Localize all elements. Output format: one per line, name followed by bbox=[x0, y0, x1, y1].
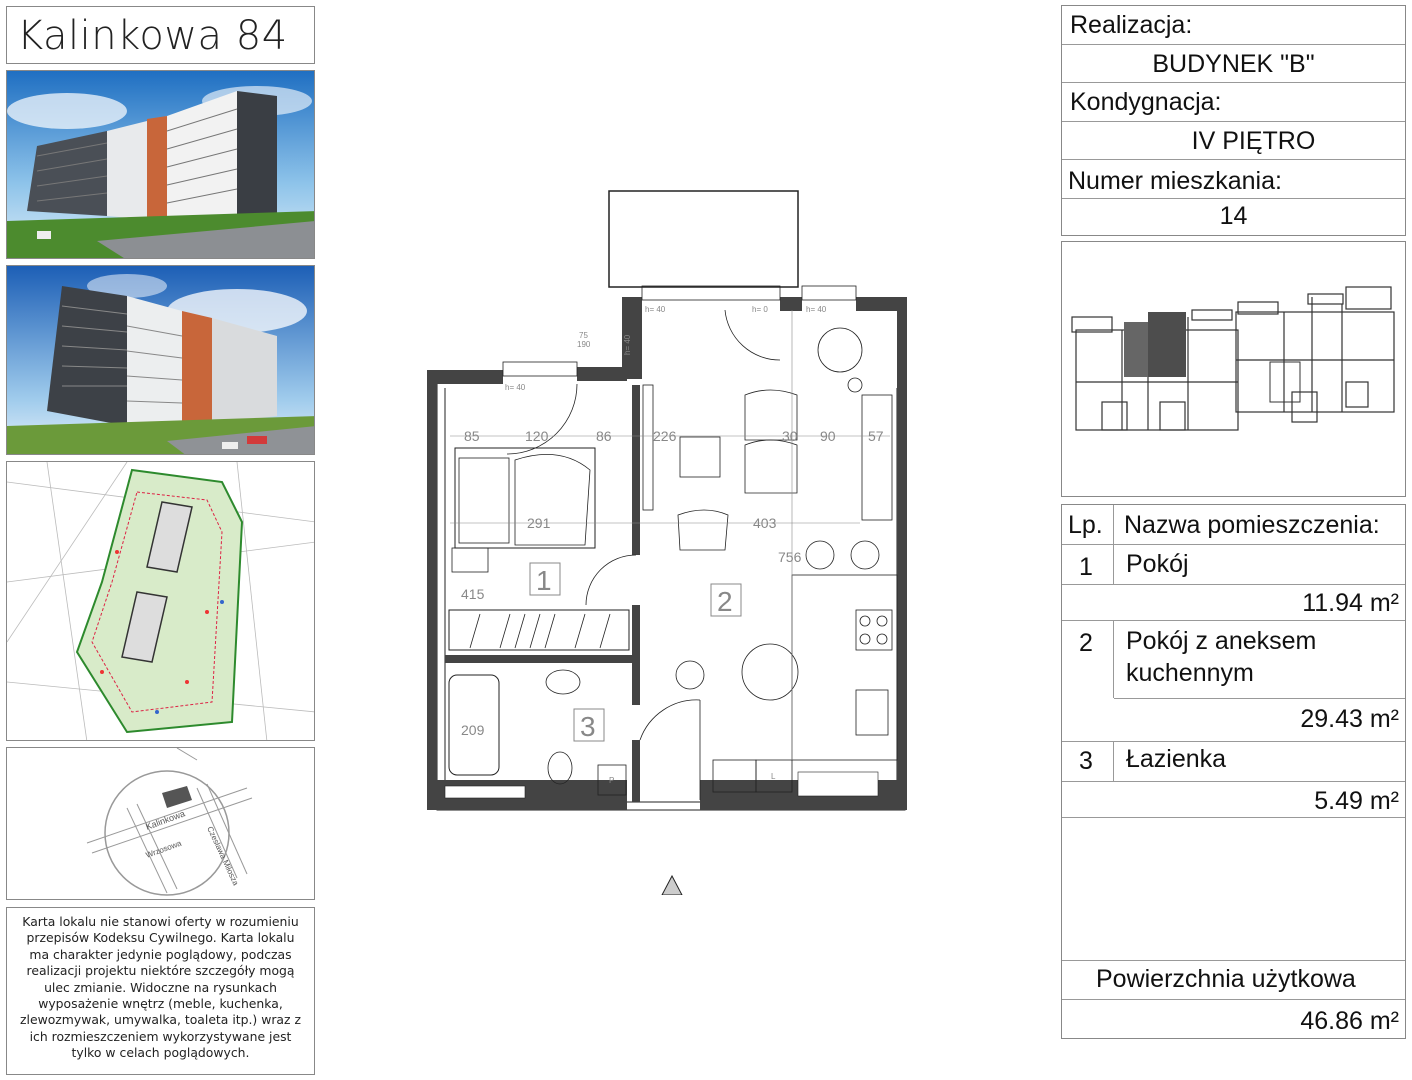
dim-85: 85 bbox=[464, 428, 480, 444]
room-2-name-line2: kuchennym bbox=[1126, 659, 1254, 687]
total-area-label: Powierzchnia użytkowa bbox=[1096, 965, 1356, 993]
dim-90: 90 bbox=[820, 428, 836, 444]
location-map bbox=[6, 747, 315, 900]
building-render-2-image bbox=[7, 266, 315, 455]
numer-label: Numer mieszkania: bbox=[1068, 167, 1282, 195]
realizacja-value-row bbox=[1062, 45, 1405, 83]
room-1-area: 11.94 m² bbox=[1302, 589, 1399, 617]
dim-291: 291 bbox=[527, 515, 551, 531]
site-plan-map bbox=[6, 461, 315, 741]
dim-86: 86 bbox=[596, 428, 612, 444]
fraction-bottom: 190 bbox=[577, 340, 591, 349]
building-render-1-image bbox=[7, 71, 315, 259]
room-2-lp: 2 bbox=[1079, 629, 1093, 657]
kondygnacja-value-row bbox=[1062, 122, 1405, 160]
room-number-1: 1 bbox=[536, 565, 552, 596]
floor-plan bbox=[420, 185, 920, 895]
room-3-name: Łazienka bbox=[1126, 745, 1227, 773]
sill-label-3: h= 0 bbox=[752, 305, 768, 314]
label-l: L bbox=[771, 772, 776, 781]
realizacja-row bbox=[1062, 6, 1405, 45]
realizacja-label: Realizacja: bbox=[1070, 11, 1193, 39]
room-1-lp: 1 bbox=[1079, 553, 1093, 581]
dim-57: 57 bbox=[868, 428, 884, 444]
dim-30: 30 bbox=[782, 428, 798, 444]
building-render-1 bbox=[6, 70, 315, 259]
kondygnacja-row bbox=[1062, 83, 1405, 122]
sill-label-5: h= 40 bbox=[623, 334, 632, 355]
room-1-name: Pokój bbox=[1126, 550, 1189, 578]
disclaimer-box bbox=[6, 907, 315, 1075]
kondygnacja-label: Kondygnacja: bbox=[1070, 88, 1222, 116]
numer-row bbox=[1062, 160, 1405, 199]
sill-label-4: h= 40 bbox=[806, 305, 827, 314]
room-number-3: 3 bbox=[580, 711, 596, 742]
street-label-2: Czesława Miłosza bbox=[205, 825, 241, 887]
dim-415: 415 bbox=[461, 586, 485, 602]
room-3-lp: 3 bbox=[1079, 747, 1093, 775]
room-3-area: 5.49 m² bbox=[1314, 787, 1399, 815]
dim-120: 120 bbox=[525, 428, 549, 444]
room-2-name-line1: Pokój z aneksem bbox=[1126, 627, 1317, 655]
project-title-box bbox=[6, 6, 315, 64]
dim-209: 209 bbox=[461, 722, 485, 738]
building-render-2 bbox=[6, 265, 315, 455]
realizacja-value: BUDYNEK "B" bbox=[1152, 50, 1315, 78]
rooms-table bbox=[1061, 504, 1406, 1039]
dim-403: 403 bbox=[753, 515, 777, 531]
sill-label-2: h= 40 bbox=[645, 305, 666, 314]
disclaimer-text: Karta lokalu nie stanowi oferty w rozumieniu przepisów Kodeksu Cywilnego. Karta lokalu ma charakter jedynie poglądowy, podczas realizacji projektu niektóre szczegóły mogą ulec zmianie. Widoczne na rysunkach wyposażenie wnętrz (meble, kuchenka, zlewozmywak, umywalka, toaleta itp.) wraz z ich rozmieszczeniem wykorzystywane jest tylko w celach poglądowych. bbox=[20, 914, 301, 1061]
numer-value-row bbox=[1062, 199, 1405, 235]
location-map-image bbox=[7, 748, 315, 900]
building-key-plan bbox=[1061, 241, 1406, 497]
kondygnacja-value: IV PIĘTRO bbox=[1191, 127, 1316, 155]
numer-value: 14 bbox=[1219, 202, 1248, 230]
label-p: P bbox=[609, 776, 615, 785]
dim-756: 756 bbox=[778, 549, 802, 565]
key-plan-image bbox=[1062, 242, 1406, 497]
apartment-info-table bbox=[1061, 5, 1406, 236]
dim-226: 226 bbox=[653, 428, 677, 444]
room-2-area: 29.43 m² bbox=[1300, 705, 1399, 733]
site-plan-image bbox=[7, 462, 315, 741]
project-title: Kalinkowa 84 bbox=[17, 13, 288, 59]
col-lp-header: Lp. bbox=[1068, 511, 1103, 539]
col-name-header: Nazwa pomieszczenia: bbox=[1124, 511, 1380, 539]
fraction-top: 75 bbox=[579, 331, 588, 340]
room-number-2: 2 bbox=[717, 586, 733, 617]
total-area-value: 46.86 m² bbox=[1300, 1007, 1399, 1035]
street-label-1: Kalinkowa bbox=[144, 808, 187, 832]
sill-label-1: h= 40 bbox=[505, 383, 526, 392]
street-label-3: Wrzosowa bbox=[144, 838, 183, 860]
